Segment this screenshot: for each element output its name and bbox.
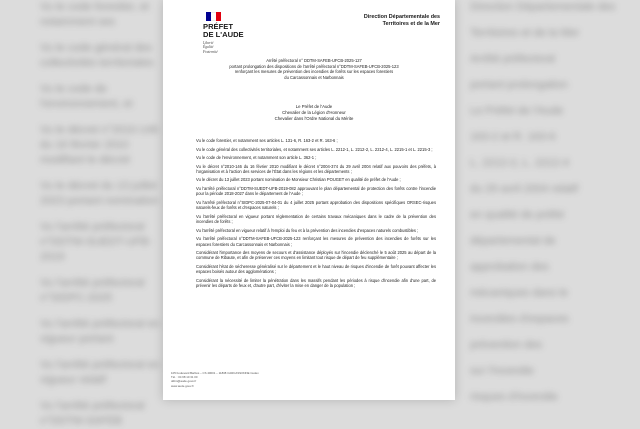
- footer-website: www.aude.gouv.fr: [171, 383, 194, 388]
- blurred-line: Direction Départementale des: [470, 1, 616, 13]
- recital-paragraph: Vu le décret n°2010-146 du 16 février 2010 modifiant le décret n°2004-374 du 29 avril 2004 relatif aux pouvoirs des préfets, à l'organisation et à l'action des services de l'État dans les régions et les départements ;: [196, 163, 436, 174]
- recital-paragraph: Considérant la nécessité de limiter la pénétration dans les massifs pendant les périodes à risque d'incendie afin d'une part, de prévenir les départs de feux et, d'autre part, d'éviter la mise en danger de la population ;: [196, 277, 436, 289]
- recital-paragraph: Considérant l'état de sécheresse généralisé sur le département et le haut niveau de risques d'incendie de forêt pouvant affecter les espaces boisés autour des agglomérations ;: [196, 263, 436, 275]
- blurred-line: Vu le code général des collectivités territoriales: [40, 42, 154, 69]
- republic-motto: [203, 41, 273, 54]
- blurred-line: Vu l'arrêté préfectoral en vigueur portant: [40, 318, 160, 345]
- issuing-department: [310, 14, 440, 27]
- recital-paragraph: Vu le décret du 13 juillet 2023 portant nomination de Monsieur Christian POUGET en qualité de préfet de l'Aude ;: [196, 177, 401, 183]
- french-flag-icon: [206, 12, 221, 21]
- recital-paragraph: Vu l'arrêté préfectoral n°DDTM-SUEDT-UFB-2019-082 approuvant le plan départemental de protection des forêts contre l'incendie pour la période 2018-2027 dans le département de l'Aude ;: [196, 185, 436, 197]
- blurred-background-right: [470, 0, 630, 403]
- logo-title: [203, 23, 273, 39]
- blurred-line: Le Préfet de l'Aude: [470, 105, 564, 117]
- department-line: Direction Départementale des: [363, 14, 440, 20]
- blurred-line: portant prolongation: [470, 79, 568, 91]
- prefect-title-line: Chevalier dans l'Ordre National du Mérite: [274, 116, 354, 121]
- blurred-background-left: [40, 0, 170, 427]
- blurred-line: Arrêté préfectoral: [470, 53, 555, 65]
- recital-paragraph: Vu l'arrêté préfectoral n°DDTM-SAFEB-UFCB-2025-123 renforçant les mesures de prévention des incendies de forêts sur les espaces forestiers du Carcassonnais et Narbonnais ;: [196, 236, 436, 247]
- recital-paragraph: Considérant l'importance des moyens de secours et d'assistance déployés sur l'incendie déclenché le 5 août 2025 au départ de la commune de Ribaute, et afin de préserver ces moyens en limitant tout risque de départ de feu supplémentaire ;: [196, 250, 436, 261]
- footer-email: ddtm@aude.gouv.fr: [171, 379, 197, 384]
- footer-address: 105 boulevard Barbès – CS 40001 – 11838 CARCASSONNE Cedex: [171, 371, 259, 375]
- blurred-line: départemental de: [470, 235, 556, 247]
- blurred-line: L. 2212-2, L. 2212-4: [470, 157, 570, 169]
- blurred-line: prévention des: [470, 339, 543, 351]
- recital-paragraph: Vu l'arrêté préfectoral en vigueur relatif à l'emploi du feu et à la prévention des incendies d'espaces naturels combustibles ;: [196, 227, 419, 233]
- blurred-line: Vu le code forestier, et notamment ses: [40, 1, 150, 28]
- recital-paragraph: Vu le code de l'environnement, et notamment son article L. 362-1 ;: [196, 155, 317, 160]
- blurred-line: Vu le code de l'environnement, et: [40, 83, 133, 110]
- footer-phone: Tél. : 04 68 10 31 00: [171, 375, 198, 380]
- blurred-line: du 29 avril 2004 relatif: [470, 183, 579, 195]
- recital-paragraph: Vu le code forestier, et notamment ses articles L. 131-6, R. 163-2 et R. 163-6 ;: [196, 138, 338, 143]
- blurred-line: Vu l'arrêté préfectoral n°DDTM-SUEDT-UFB-2019: [40, 221, 152, 263]
- blurred-line: Territoires et de la Mer: [470, 27, 580, 39]
- prefect-titles: [209, 104, 419, 122]
- decree-title: [209, 58, 419, 80]
- recital-paragraph: Vu le code général des collectivités territoriales, et notamment ses articles L. 2212-1, L. 2212-2, L. 2212-4, L. 2215-1 et L. 2215-3 ;: [196, 146, 433, 152]
- blurred-line: approbation des: [470, 261, 549, 273]
- recital-paragraph: Vu l'arrêté préfectoral en vigueur portant réglementation de certains travaux mécaniques dans le cadre de la prévention des incendies de forêts ;: [196, 213, 436, 225]
- motto-line: Liberté: [203, 41, 214, 45]
- motto-line: Égalité: [203, 45, 214, 50]
- motto-line: Fraternité: [203, 49, 218, 54]
- blurred-line: Vu l'arrêté préfectoral n°SIDPC-2025: [40, 277, 145, 304]
- blurred-line: mécaniques dans le: [470, 287, 568, 299]
- blurred-line: incendies d'espaces: [470, 313, 569, 325]
- prefet-logo: [203, 12, 273, 54]
- decree-title-line: portant prolongation des dispositions de l'arrêté préfectoral n°DDTM-SAFEB-UFCB-2025-123: [229, 63, 399, 69]
- document-page: [163, 0, 455, 400]
- blurred-line: Vu le décret du 13 juillet 2023 portant nomination: [40, 180, 159, 207]
- page-footer: [171, 371, 291, 388]
- prefect-title-line: Chevalier de la Légion d'Honneur: [282, 110, 346, 115]
- decree-title-line: renforçant les mesures de prévention des incendies de forêts sur les espaces forestiers: [234, 69, 394, 75]
- blurred-line: sur l'incendie: [470, 365, 534, 377]
- decree-title-line: Arrêté préfectoral n° DDTM-SAFEB-UFCB-2025-127: [266, 58, 362, 63]
- legal-recitals: [196, 138, 436, 292]
- department-line: Territoires et de la Mer: [382, 20, 440, 27]
- logo-title-line: PRÉFET: [203, 22, 233, 31]
- prefect-title-line: Le Préfet de l'Aude: [295, 104, 333, 109]
- blurred-line: Vu l'arrêté préfectoral en vigueur relatif: [40, 359, 160, 386]
- blurred-line: Vu le décret n°2010-146 du 16 février 2010 modifiant le décret: [40, 124, 159, 166]
- blurred-line: Vu l'arrêté préfectoral n°DDTM-SAFEB: [40, 400, 145, 427]
- blurred-line: en qualité de préfet: [470, 209, 565, 221]
- flag-red-band: [216, 12, 221, 21]
- blurred-line: 163-2 et R. 163-6: [470, 131, 556, 143]
- logo-title-line: DE L'AUDE: [203, 30, 244, 39]
- blurred-line: risques d'incendie: [470, 391, 558, 403]
- decree-title-line: du Carcassonnais et Narbonnais: [284, 74, 344, 80]
- recital-paragraph: Vu l'arrêté préfectoral n°SIDPC-2025-07-04-01 du 4 juillet 2025 portant approbation des dispositions spécifiques ORSEC-risques naturels-feux de forêts et d'espaces naturels ;: [196, 199, 436, 211]
